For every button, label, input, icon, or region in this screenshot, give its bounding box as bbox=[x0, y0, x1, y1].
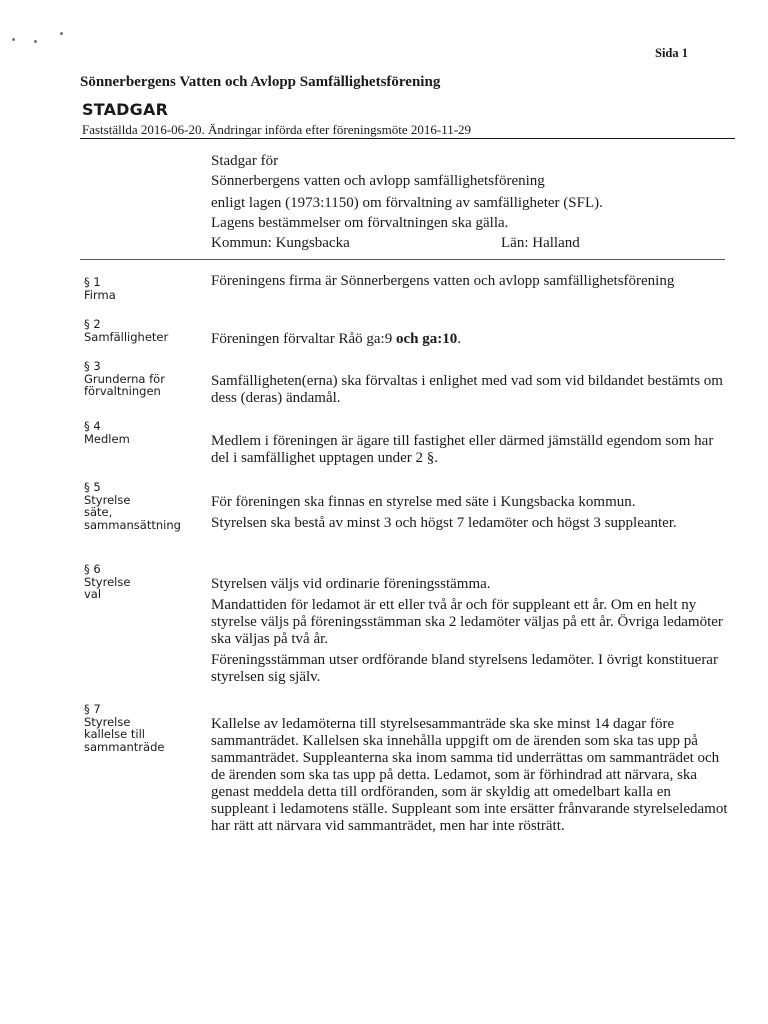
preamble-line: enligt lagen (1973:1150) om förvaltning av samfälligheter (SFL). bbox=[211, 195, 603, 211]
paragraph-text: . bbox=[457, 331, 461, 347]
section-label bbox=[84, 481, 181, 531]
scan-speck bbox=[60, 32, 63, 35]
paragraph: Mandattiden för ledamot är ett eller två år och för suppleant ett år. Om en helt ny styrelse väljs på föreningsstämman ska 2 ledamöter väljas på ett år. Övriga ledamöter ska väljas på två år. bbox=[211, 597, 723, 647]
section-label bbox=[84, 420, 130, 445]
paragraph-text: Föreningen förvaltar Råö ga:9 bbox=[211, 331, 396, 347]
paragraph: Föreningsstämman utser ordförande bland styrelsens ledamöter. I övrigt konstituerar styrelsen sig själv. bbox=[211, 652, 718, 685]
paragraph: Föreningens firma är Sönnerbergens vatten och avlopp samfällighetsförening bbox=[211, 273, 675, 289]
preamble bbox=[211, 151, 731, 233]
section-number: § 3 bbox=[84, 359, 101, 373]
paragraph: För föreningen ska finnas en styrelse med säte i Kungsbacka kommun. bbox=[211, 494, 636, 510]
section-title: Styrelse bbox=[84, 714, 131, 729]
preamble-line: Sönnerbergens vatten och avlopp samfällighetsförening bbox=[211, 173, 545, 189]
paragraph: Samfälligheten(erna) ska förvaltas i enlighet med vad som vid bildandet bestämts om dess (deras) ändamål. bbox=[211, 373, 723, 406]
paragraph: Styrelsen väljs vid ordinarie föreningsstämma. bbox=[211, 576, 491, 592]
preamble-line: Stadgar för bbox=[211, 153, 279, 169]
document-heading: STADGAR bbox=[82, 100, 169, 119]
section-title: Styrelse bbox=[84, 492, 131, 507]
section-body bbox=[211, 576, 731, 686]
paragraph-bold-text: och ga:10 bbox=[395, 331, 458, 347]
preamble-line: Lagens bestämmelser om förvaltningen ska gälla. bbox=[211, 215, 509, 231]
municipality-row bbox=[211, 235, 731, 252]
section-number: § 4 bbox=[84, 419, 101, 433]
section-title: Samfälligheter bbox=[84, 329, 169, 344]
section-title: sammansättning bbox=[84, 517, 181, 532]
section-body bbox=[211, 273, 731, 290]
paragraph: Kallelse av ledamöterna till styrelsesammanträde ska ske minst 14 dagar före sammanträdet. Kallelsen ska innehålla uppgift om de ärenden som ska tas upp på sammanträdet. Suppleanterna ska inom samma tid underrättas om sammanträdet och de ärenden som ska tas upp på detta. Ledamot, som är förhindrad att närvara, ska genast meddela detta till ordföranden, som är skyldig att omedelbart kalla en suppleant i ledamotens ställe. Suppleant som inte ersätter frånvarande styrelseledamot har rätt att närvara vid sammanträdet, men har inte rösträtt. bbox=[211, 716, 728, 834]
paragraph bbox=[211, 331, 731, 348]
section-body bbox=[211, 373, 731, 407]
section-number: § 7 bbox=[84, 702, 101, 716]
municipality: Kommun: Kungsbacka bbox=[211, 235, 350, 251]
header-rule bbox=[80, 138, 735, 139]
section-body bbox=[211, 716, 731, 835]
section-title: Firma bbox=[84, 287, 116, 302]
paragraph: Styrelsen ska bestå av minst 3 och högst 7 ledamöter och högst 3 suppleanter. bbox=[211, 515, 677, 531]
section-title: förvaltningen bbox=[84, 384, 161, 398]
section-label bbox=[84, 318, 168, 343]
paragraph: Medlem i föreningen är ägare till fastighet eller därmed jämställd egendom som har del i samfällighet upptagen under 2 §. bbox=[211, 433, 714, 466]
section-label bbox=[84, 563, 130, 601]
section-title: val bbox=[84, 587, 102, 601]
section-body bbox=[211, 331, 731, 348]
section-title: Grunderna för bbox=[84, 371, 165, 386]
section-label bbox=[84, 703, 164, 753]
section-number: § 5 bbox=[84, 480, 101, 494]
section-number: § 2 bbox=[84, 317, 101, 331]
section-title: Styrelse bbox=[84, 574, 131, 589]
organization-title: Sönnerbergens Vatten och Avlopp Samfällighetsförening bbox=[80, 74, 441, 90]
section-title: sammanträde bbox=[84, 739, 165, 754]
page-number: Sida 1 bbox=[655, 46, 689, 60]
section-body bbox=[211, 433, 731, 467]
preamble-rule bbox=[80, 259, 725, 260]
scan-speck bbox=[12, 38, 15, 41]
section-title: kallelse till bbox=[84, 727, 145, 741]
section-label bbox=[84, 276, 116, 301]
county: Län: Halland bbox=[501, 235, 580, 251]
section-label bbox=[84, 360, 165, 398]
scan-speck bbox=[34, 40, 37, 43]
section-title: säte, bbox=[84, 505, 113, 519]
section-body bbox=[211, 494, 731, 532]
section-number: § 6 bbox=[84, 562, 101, 576]
section-title: Medlem bbox=[84, 431, 130, 446]
section-number: § 1 bbox=[84, 275, 101, 289]
adoption-note: Fastställda 2016-06-20. Ändringar införda efter föreningsmöte 2016-11-29 bbox=[82, 122, 472, 137]
